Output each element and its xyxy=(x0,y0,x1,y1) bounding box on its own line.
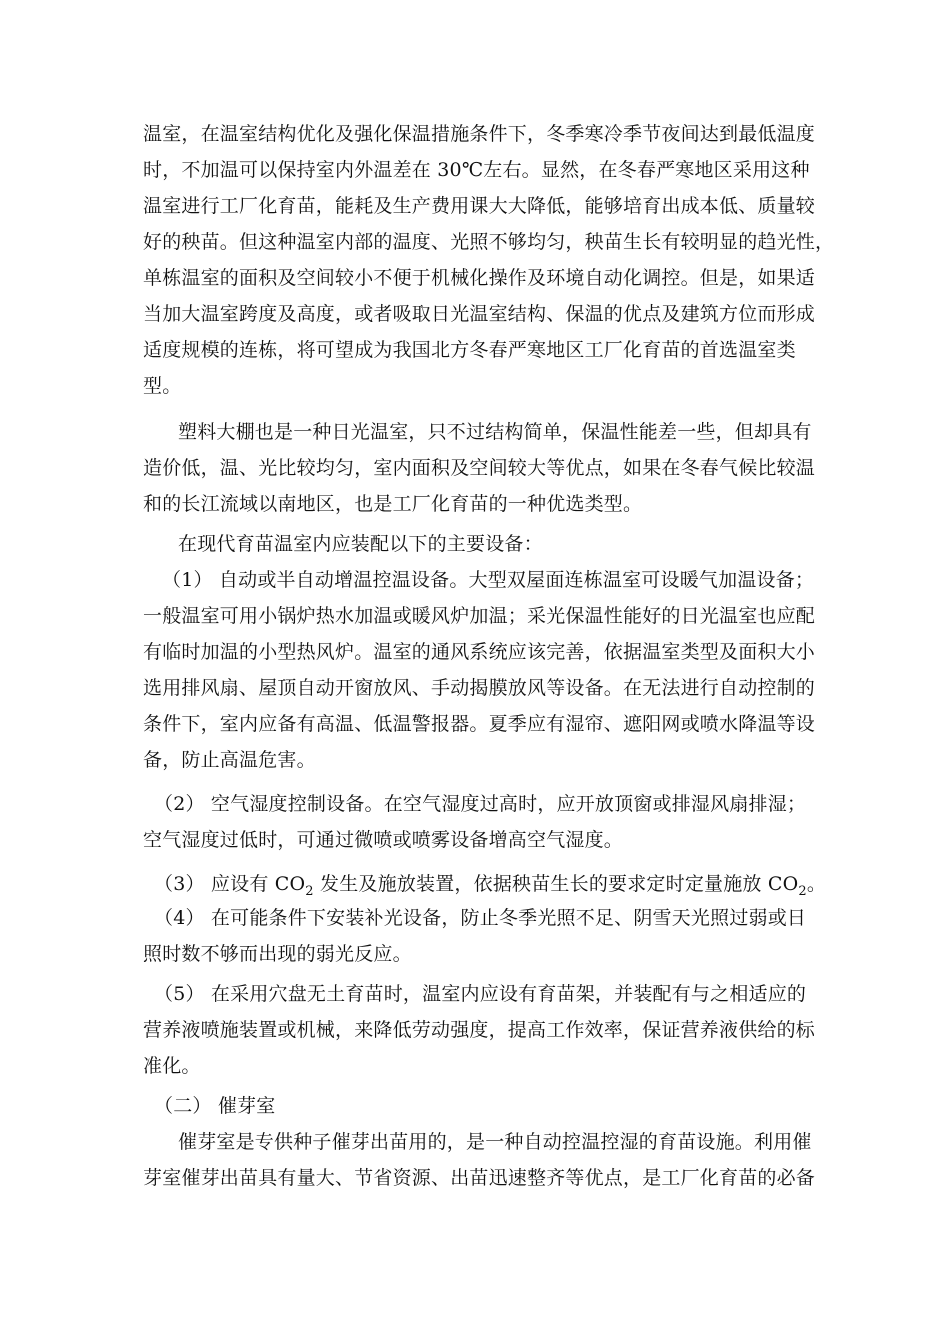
text-line: 和的长江流域以南地区，也是工厂化育苗的一种优选类型。 xyxy=(143,493,643,515)
text-line: 条件下，室内应备有高温、低温警报器。夏季应有湿帘、遮阳网或喷水降温等设 xyxy=(143,713,816,735)
text-line: 芽室催芽出苗具有量大、节省资源、出苗迅速整齐等优点，是工厂化育苗的必备 xyxy=(143,1167,816,1189)
text-line: 当加大温室跨度及高度，或者吸取日光温室结构、保温的优点及建筑方位而形成 xyxy=(143,303,816,325)
co2-line-middle: 发生及施放装置，依据秧苗生长的要求定时定量施放 CO xyxy=(313,873,799,895)
text-line: （1） 自动或半自动增温控温设备。大型双屋面连栋温室可设暖气加温设备； xyxy=(162,569,815,591)
text-line: 适度规模的连栋，将可望成为我国北方冬春严寒地区工厂化育苗的首选温室类 xyxy=(143,339,796,361)
co2-line-prefix: （3） 应设有 CO xyxy=(154,873,306,895)
co2-line xyxy=(154,872,834,899)
text-line: （5） 在采用穴盘无土育苗时，温室内应设有育苗架，并装配有与之相适应的 xyxy=(154,983,807,1005)
text-line: 备，防止高温危害。 xyxy=(143,749,316,771)
text-line: 选用排风扇、屋顶自动开窗放风、手动揭膜放风等设备。在无法进行自动控制的 xyxy=(143,677,816,699)
text-line: 空气湿度过低时，可通过微喷或喷雾设备增高空气湿度。 xyxy=(143,829,624,851)
text-line: 照时数不够而出现的弱光反应。 xyxy=(143,943,412,965)
text-line: 单栋温室的面积及空间较小不便于机械化操作及环境自动化调控。但是，如果适 xyxy=(143,267,816,289)
text-line: 催芽室是专供种子催芽出苗用的，是一种自动控温控湿的育苗设施。利用催 xyxy=(178,1131,812,1153)
text-line: 时，不加温可以保持室内外温差在 30℃左右。显然，在冬春严寒地区采用这种 xyxy=(143,159,810,181)
text-line: （4） 在可能条件下安装补光设备，防止冬季光照不足、阴雪天光照过弱或日 xyxy=(154,907,807,929)
section-heading: （二） 催芽室 xyxy=(154,1095,276,1117)
text-line: 准化。 xyxy=(143,1055,201,1077)
co2-subscript: 2 xyxy=(798,884,807,899)
text-line: 型。 xyxy=(143,375,182,397)
text-line: 造价低，温、光比较均匀，室内面积及空间较大等优点，如果在冬春气候比较温 xyxy=(143,457,816,479)
text-line: 营养液喷施装置或机械，来降低劳动强度，提高工作效率，保证营养液供给的标 xyxy=(143,1019,816,1041)
co2-line-suffix: 。 xyxy=(806,873,827,895)
text-line: 有临时加温的小型热风炉。温室的通风系统应该完善，依据温室类型及面积大小 xyxy=(143,641,816,663)
text-line: 好的秧苗。但这种温室内部的温度、光照不够均匀，秧苗生长有较明显的趋光性， xyxy=(143,231,835,253)
co2-subscript: 2 xyxy=(305,884,314,899)
text-line: 在现代育苗温室内应装配以下的主要设备： xyxy=(178,533,543,555)
text-line: 一般温室可用小锅炉热水加温或暖风炉加温；采光保温性能好的日光温室也应配 xyxy=(143,605,816,627)
text-line: 温室，在温室结构优化及强化保温措施条件下，冬季寒冷季节夜间达到最低温度 xyxy=(143,123,816,145)
text-line: 塑料大棚也是一种日光温室，只不过结构简单，保温性能差一些，但却具有 xyxy=(178,421,812,443)
text-line: 温室进行工厂化育苗，能耗及生产费用课大大降低，能够培育出成本低、质量较 xyxy=(143,195,816,217)
text-line: （2） 空气湿度控制设备。在空气湿度过高时，应开放顶窗或排湿风扇排湿； xyxy=(154,793,807,815)
